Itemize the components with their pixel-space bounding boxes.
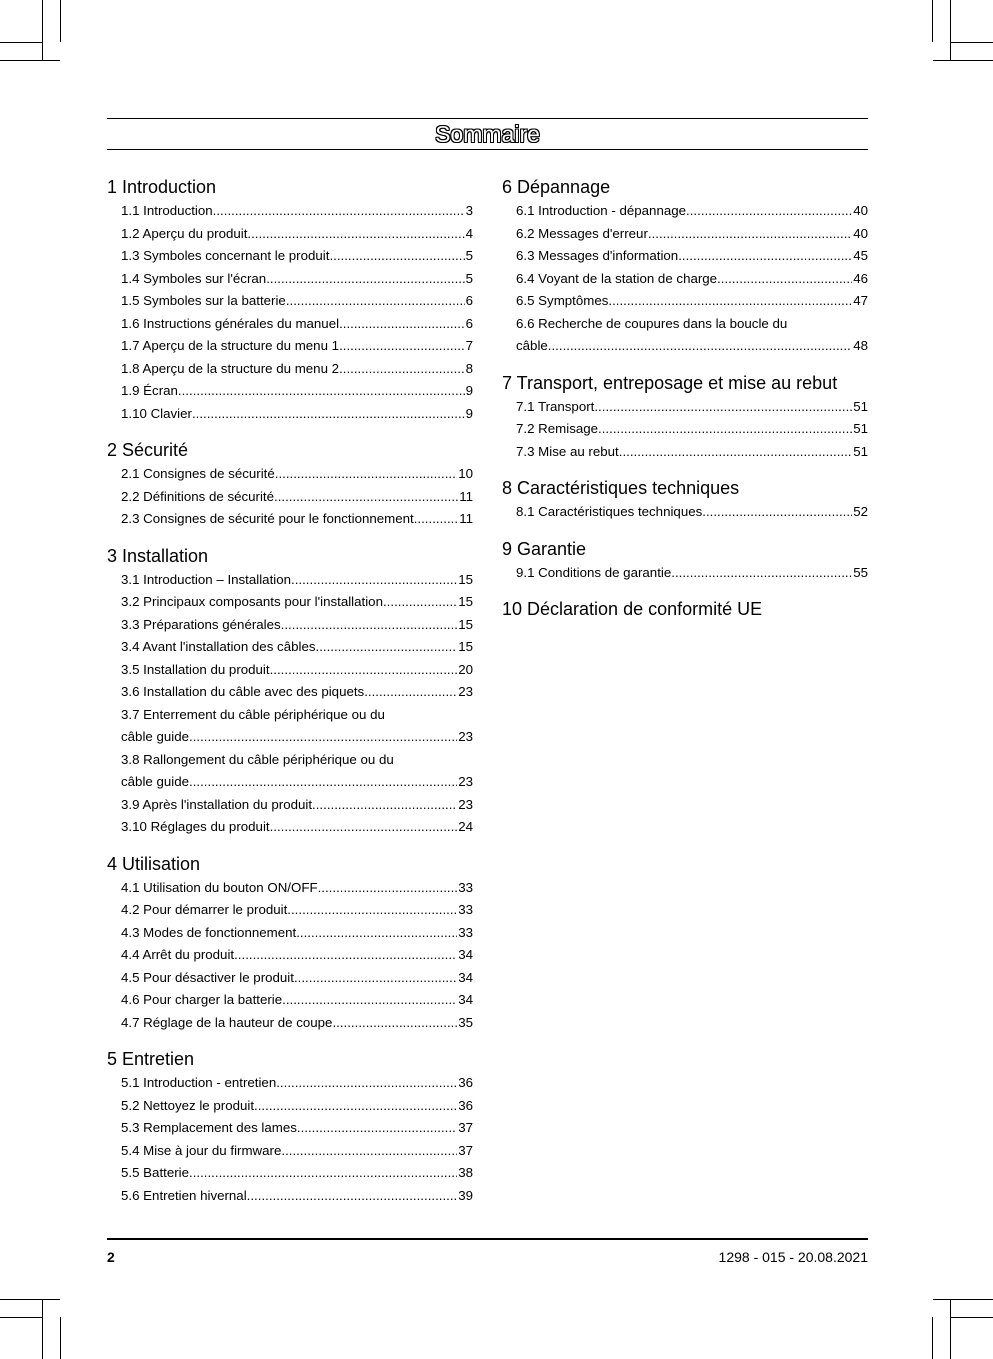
toc-entry-label: 5.6 Entretien hivernal [121,1187,247,1203]
toc-entry[interactable] [121,223,473,246]
page-number: 2 [107,1249,115,1265]
toc-entry[interactable] [516,441,868,464]
toc-entry-label: 6.2 Messages d'erreur [516,225,648,241]
dot-leader [234,944,457,967]
toc-entry-page: 4 [465,225,473,241]
toc-entry[interactable] [121,794,473,817]
toc-entry[interactable] [121,1095,473,1118]
toc-entry[interactable] [516,418,868,441]
toc-entry[interactable] [121,614,473,637]
toc-entry-page: 20 [458,661,473,677]
toc-entry-label: 5.1 Introduction - entretien [121,1075,277,1090]
toc-entry-label: câble guide [121,774,190,789]
dot-leader [678,245,852,268]
toc-entry[interactable] [516,223,868,246]
toc-entry-page: 9 [465,383,473,398]
toc-section [107,174,473,425]
dot-leader [274,486,458,509]
toc-entry-page: 34 [458,969,473,985]
toc-entry-page: 5 [465,248,473,263]
toc-entry-page: 23 [458,774,473,789]
toc-entry-label: 1.4 Symboles sur l'écran [121,270,267,286]
toc-entry-page: 33 [458,879,473,895]
toc-entry-page: 48 [853,338,868,353]
toc-entry[interactable] [516,200,868,223]
toc-entry-page: 33 [458,902,473,917]
toc-entry[interactable] [516,245,868,268]
toc-entry-page: 6 [465,293,473,308]
toc-entry-label: 1.5 Symboles sur la batterie [121,293,286,308]
toc-entry[interactable] [516,268,868,291]
toc-entry-page: 45 [853,248,868,263]
toc-entry[interactable] [121,922,473,945]
toc-entry-page: 37 [458,1142,473,1158]
toc-entry[interactable] [121,989,473,1012]
toc-entry[interactable] [121,358,473,381]
toc-entry-label: 1.6 Instructions générales du manuel [121,315,340,331]
toc-entries [121,877,473,1035]
toc-entry-label: 4.5 Pour désactiver le produit [121,969,294,985]
toc-entry[interactable] [121,380,473,403]
toc-entry-page: 15 [458,594,473,609]
dot-leader [281,1140,457,1163]
toc-entry[interactable] [121,944,473,967]
toc-entry-label: 3.6 Installation du câble avec des piquets [121,684,365,699]
document-reference: 1298 - 015 - 20.08.2021 [718,1249,868,1265]
crop-mark [0,60,60,61]
toc-section [107,437,473,531]
dot-leader [286,290,465,313]
page-title: Sommaire [435,121,540,147]
toc-entry-page: 15 [458,571,473,587]
toc-entry-page: 36 [458,1075,473,1090]
toc-section [502,475,868,524]
toc-entry-label: 5.2 Nettoyez le produit [121,1097,255,1113]
toc-entry[interactable] [516,562,868,585]
toc-entry[interactable] [121,591,473,614]
toc-entry-page: 51 [853,398,868,414]
toc-section [107,851,473,1035]
dot-leader [213,200,465,223]
toc-entry[interactable] [121,726,473,749]
toc-entry-label: 3.1 Introduction – Installation [121,571,292,587]
crop-mark [42,1299,43,1359]
toc-entry-page: 23 [458,729,473,744]
toc-entries [121,463,473,531]
toc-entries [121,1072,473,1207]
toc-entry[interactable] [121,245,473,268]
crop-mark [950,0,951,60]
toc-entry[interactable] [121,816,473,839]
toc-entry-label: 3.9 Après l'installation du produit [121,796,313,812]
dot-leader [270,659,458,682]
toc-entry-page: 39 [458,1187,473,1203]
toc-entry-label: 6.1 Introduction - dépannage [516,203,687,218]
toc-entry-label: 4.6 Pour charger la batterie [121,992,283,1007]
crop-mark [42,0,43,60]
section-title[interactable]: 3 Installation [107,545,209,566]
crop-mark [951,1317,993,1318]
section-title[interactable]: 5 Entretien [107,1049,195,1069]
toc-entry[interactable] [516,501,868,524]
dot-leader [189,726,457,749]
toc-entry[interactable] [121,771,473,794]
toc-entry-label: 1.7 Aperçu de la structure du menu 1 [121,338,340,353]
toc-entry-label: 5.5 Batterie [121,1165,190,1180]
section-title[interactable]: 1 Introduction [107,177,217,197]
toc-entry[interactable] [121,1012,473,1035]
toc-entry[interactable] [121,1117,473,1140]
toc-entry-label: 9.1 Conditions de garantie [516,564,672,580]
toc-entry-page: 51 [853,443,868,459]
crop-mark [0,42,42,43]
toc-entry-page: 23 [458,684,473,699]
toc-entry-label: 1.8 Aperçu de la structure du menu 2 [121,360,340,376]
toc-entry[interactable] [516,290,868,313]
toc-entry-label: 6.5 Symptômes [516,293,609,308]
dot-leader [247,1185,458,1208]
toc-entry-label: 1.1 Introduction [121,203,213,218]
toc-section [502,174,868,358]
toc-section [502,370,868,464]
dot-leader [608,290,852,313]
crop-mark [951,42,993,43]
toc-entry-label: 2.2 Définitions de sécurité [121,488,274,504]
section-title[interactable]: 2 Sécurité [107,440,189,460]
dot-leader [598,418,852,441]
toc-entry-label: 3.2 Principaux composants pour l'installation [121,594,383,609]
toc-entry-label: 3.5 Installation du produit [121,661,270,677]
dot-leader [414,508,458,531]
dot-leader [332,1012,457,1035]
toc-entries [516,396,868,464]
crop-mark [0,1299,60,1300]
toc-entry-label: 7.3 Mise au rebut [516,443,619,459]
dot-leader [316,636,458,659]
dot-leader [247,223,464,246]
dot-leader [548,335,852,358]
toc-entry-page: 6 [465,315,473,331]
toc-entries [516,501,868,524]
toc-entry-page: 52 [853,504,868,519]
dot-leader [383,591,457,614]
toc-entry-page: 15 [458,616,473,632]
toc-right-column [502,174,868,634]
toc-entry[interactable] [516,335,868,358]
toc-entry-label: 1.9 Écran [121,383,178,398]
toc-entry-page: 46 [853,270,868,286]
dot-leader [189,1162,457,1185]
dot-leader [254,1095,457,1118]
toc-left-column [107,174,473,1219]
toc-entry[interactable] [121,463,473,486]
dot-leader [717,268,852,291]
crop-mark [0,1317,42,1318]
toc-entry[interactable] [121,508,473,531]
dot-leader [294,967,457,990]
toc-entry-label: 2.1 Consignes de sécurité [121,466,275,481]
dot-leader [686,200,852,223]
toc-entry-page: 34 [458,992,473,1007]
dot-leader [287,899,457,922]
dot-leader [275,463,457,486]
toc-section [502,536,868,585]
toc-entry-page: 24 [458,819,473,834]
toc-entry[interactable] [121,569,473,592]
toc-entry-page: 47 [853,293,868,308]
toc-entry-page: 15 [458,639,473,654]
toc-entry-page: 11 [459,488,473,504]
toc-entry[interactable] [121,1072,473,1095]
toc-entry[interactable] [516,396,868,419]
dot-leader [266,268,464,291]
section-title[interactable]: 9 Garantie [502,538,587,559]
dot-leader [282,989,457,1012]
toc-entry[interactable] [121,313,473,336]
dot-leader [297,1117,457,1140]
toc-entry[interactable] [121,200,473,223]
toc-entry[interactable] [121,1140,473,1163]
toc-entry-first-line[interactable]: 3.8 Rallongement du câble périphérique ou du [121,751,394,767]
toc-entries [121,200,473,425]
toc-entry-page: 51 [853,421,868,436]
toc-entry-first-line[interactable]: 3.7 Enterrement du câble périphérique ou du [121,706,385,722]
toc-entry[interactable] [121,1162,473,1185]
toc-entry-page: 40 [853,203,868,218]
toc-entry[interactable] [121,403,473,426]
title-banner [107,118,868,150]
toc-entry-label: 4.2 Pour démarrer le produit [121,902,288,917]
toc-entry-page: 3 [465,203,473,218]
crop-mark [932,1317,933,1359]
toc-entry-page: 38 [458,1165,473,1180]
dot-leader [296,922,457,945]
toc-entry-page: 7 [465,338,473,353]
dot-leader [270,816,458,839]
toc-entry[interactable] [121,1185,473,1208]
toc-entry-page: 40 [853,225,868,241]
toc-entry[interactable] [121,335,473,358]
toc-section [107,1046,473,1207]
dot-leader [339,335,465,358]
toc-entries [516,200,868,358]
section-title[interactable]: 10 Déclaration de conformité UE [502,599,763,619]
toc-entries [121,569,473,839]
toc-entry[interactable] [121,290,473,313]
toc-entry-page: 33 [458,924,473,940]
section-title[interactable]: 6 Dépannage [502,177,611,197]
dot-leader [189,771,457,794]
toc-section [107,543,473,839]
crop-mark [933,1299,993,1300]
section-title[interactable]: 7 Transport, entreposage et mise au rebut [502,372,838,393]
toc-entry-label: 4.7 Réglage de la hauteur de coupe [121,1014,333,1030]
toc-entry-label: 6.4 Voyant de la station de charge [516,270,718,286]
dot-leader [276,1072,457,1095]
dot-leader [318,877,458,900]
section-title[interactable]: 4 Utilisation [107,853,201,874]
toc-entry[interactable] [121,636,473,659]
dot-leader [339,313,465,336]
crop-mark [933,60,993,61]
dot-leader [619,441,852,464]
toc-entry-label: 4.1 Utilisation du bouton ON/OFF [121,879,318,895]
toc-entry-label: 3.4 Avant l'installation des câbles [121,639,316,654]
dot-leader [312,794,457,817]
toc-entry[interactable] [121,877,473,900]
toc-entry-label: câble guide [121,729,190,744]
toc-entry-page: 23 [458,796,473,812]
crop-mark [60,0,61,42]
dot-leader [671,562,852,585]
toc-entry-label: 1.10 Clavier [121,405,192,421]
toc-entry[interactable] [121,967,473,990]
toc-entry-page: 36 [458,1097,473,1113]
dot-leader [281,614,458,637]
toc-section [502,596,868,622]
toc-entry-label: 6.3 Messages d'information [516,248,679,263]
toc-entry[interactable] [121,486,473,509]
dot-leader [339,358,465,381]
toc-entry-label: 1.3 Symboles concernant le produit [121,248,330,263]
toc-entry-label: 3.3 Préparations générales [121,616,281,632]
toc-entry-page: 9 [465,405,473,421]
dot-leader [364,681,457,704]
dot-leader [594,396,852,419]
toc-entry-label: 7.2 Remisage [516,421,599,436]
dot-leader [329,245,464,268]
toc-entry-page: 55 [853,564,868,580]
toc-entry[interactable] [121,899,473,922]
toc-entry-page: 37 [458,1120,473,1135]
toc-entries [516,562,868,585]
toc-entry-first-line[interactable]: 6.6 Recherche de coupures dans la boucle du [516,315,788,331]
dot-leader [291,569,457,592]
toc-entry-label: 3.10 Réglages du produit [121,819,270,834]
toc-entry-page: 5 [465,270,473,286]
dot-leader [702,501,852,524]
toc-entry-label: 2.3 Consignes de sécurité pour le fonctionnement [121,511,414,526]
toc-entry-label: 4.3 Modes de fonctionnement [121,924,297,940]
toc-entry-page: 34 [458,947,473,962]
toc-entry-page: 8 [465,360,473,376]
toc-entry-label: câble [516,338,548,353]
toc-entry-page: 11 [459,511,473,526]
dot-leader [192,403,465,426]
dot-leader [648,223,852,246]
toc-entry-label: 7.1 Transport [516,398,595,414]
crop-mark [950,1299,951,1359]
toc-entry[interactable] [121,268,473,291]
toc-entry-label: 5.4 Mise à jour du firmware [121,1142,282,1158]
crop-mark [932,0,933,42]
crop-mark [60,1317,61,1359]
section-title[interactable]: 8 Caractéristiques techniques [502,478,740,498]
toc-entry-page: 10 [458,466,473,481]
toc-entry-page: 35 [458,1014,473,1030]
toc-entry-label: 1.2 Aperçu du produit [121,225,248,241]
toc-entry-label: 8.1 Caractéristiques techniques [516,504,703,519]
toc-entry-label: 4.4 Arrêt du produit [121,947,235,962]
footer-rule [107,1238,868,1240]
toc-entry[interactable] [121,681,473,704]
dot-leader [178,380,465,403]
toc-entry-label: 5.3 Remplacement des lames [121,1120,297,1135]
toc-entry[interactable] [121,659,473,682]
